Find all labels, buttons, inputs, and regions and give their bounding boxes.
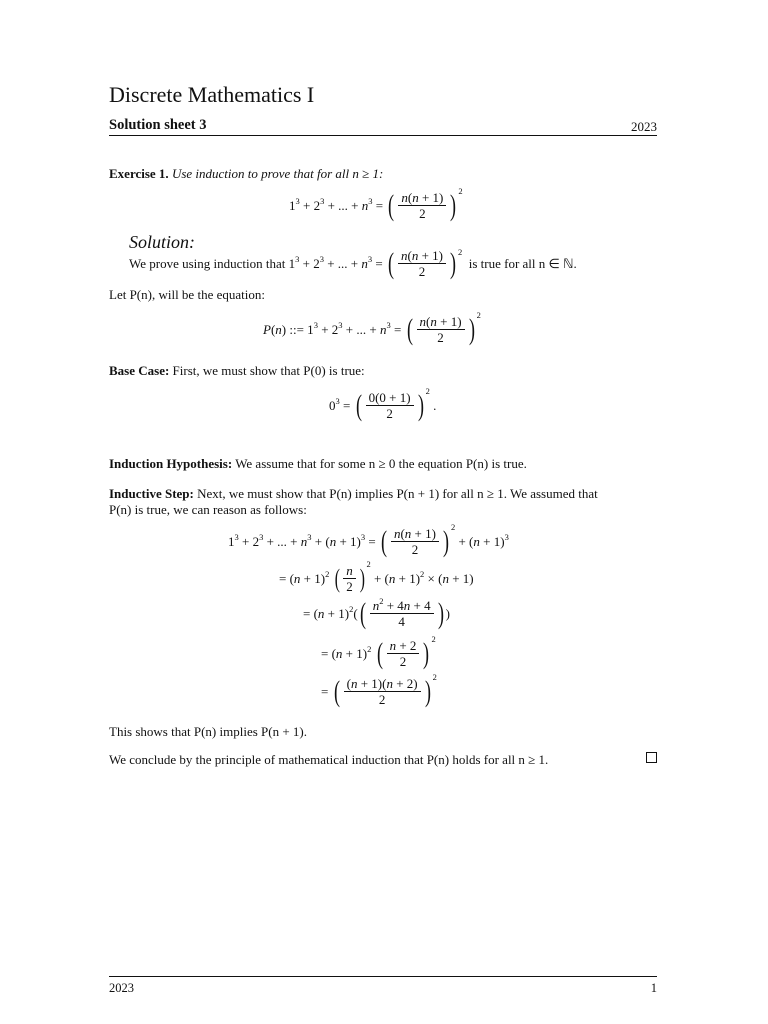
step-text-1: Next, we must show that P(n) implies P(n + 1) for all n ≥ 1. We assumed that <box>197 486 598 501</box>
exercise-text: Use induction to prove that for all n ≥ 1: <box>171 166 384 181</box>
footer-page-number: 1 <box>650 981 657 995</box>
derivation-line-5: = ( $\frac{(n + 1)(n + 2)}{2}$ ) 2 <box>321 672 437 708</box>
induction-hypothesis <box>109 456 527 472</box>
base-text: First, we must show that P(0) is true: <box>172 363 365 378</box>
derivation-line-2: = $(n + 1)^2$ ( $\frac{n}{2}$ ) 2 + $(n + 1)^2 \times (n + 1)$ <box>279 559 474 594</box>
footer-rule <box>109 976 657 977</box>
exercise-label: Exercise 1. <box>109 166 169 181</box>
sheet-subtitle: Solution sheet 3 <box>109 117 207 133</box>
inductive-step <box>109 486 659 518</box>
header-rule <box>109 135 657 136</box>
hyp-text: We assume that for some n ≥ 0 the equation P(n) is true. <box>235 456 527 471</box>
exercise-equation: $1^3 + 2^3$ + ... + $n^3$ = ( $\frac{n(n + 1)}{2}$ ) 2 <box>289 186 463 222</box>
derivation-line-1: $1^3 + 2^3$ + ... + $n^3 + (n + 1)^3$ = ( $\frac{n(n + 1)}{2}$ ) 2 + $(n + 1)^3$ <box>228 522 509 558</box>
exercise-statement <box>109 166 383 182</box>
hyp-label: Induction Hypothesis: <box>109 456 233 471</box>
document-title: Discrete Mathematics I <box>109 82 315 107</box>
header-year: 2023 <box>631 119 657 134</box>
solution-intro: We prove using induction that $1^3 + 2^3$ + ... + $n^3$ = ( $\frac{n(n + 1)}{2}$ ) 2 is true for all n ∈ ℕ. <box>129 246 577 280</box>
qed-box-icon <box>646 752 657 763</box>
intro-after: is true for all n ∈ ℕ. <box>468 255 577 271</box>
pn-definition: P(n) ::= $1^3 + 2^3$ + ... + $n^3$ = ( $\frac{n(n + 1)}{2}$ ) 2 <box>263 310 481 346</box>
base-label: Base Case: <box>109 363 170 378</box>
conclusion: We conclude by the principle of mathematical induction that P(n) holds for all n ≥ 1. <box>109 752 549 767</box>
step-text-2: P(n) is true, we can reason as follows: <box>109 502 307 517</box>
footer-year: 2023 <box>109 981 134 995</box>
solution-heading: Solution: <box>129 232 195 252</box>
shows-line: This shows that P(n) implies P(n + 1). <box>109 724 307 739</box>
derivation-line-3: = $(n + 1)^2$( ( $\frac{n^2 + 4n + 4}{4}$ ) ) <box>303 596 450 630</box>
derivation-line-4: = $(n + 1)^2$ ( $\frac{n + 2}{2}$ ) 2 <box>321 634 436 670</box>
intro-before: We prove using induction that <box>129 255 286 271</box>
let-line: Let P(n), will be the equation: <box>109 287 265 302</box>
step-label: Inductive Step: <box>109 486 194 501</box>
base-case <box>109 363 365 379</box>
base-equation: $0^3$ = ( $\frac{0(0 + 1)}{2}$ ) 2 . <box>329 386 437 422</box>
